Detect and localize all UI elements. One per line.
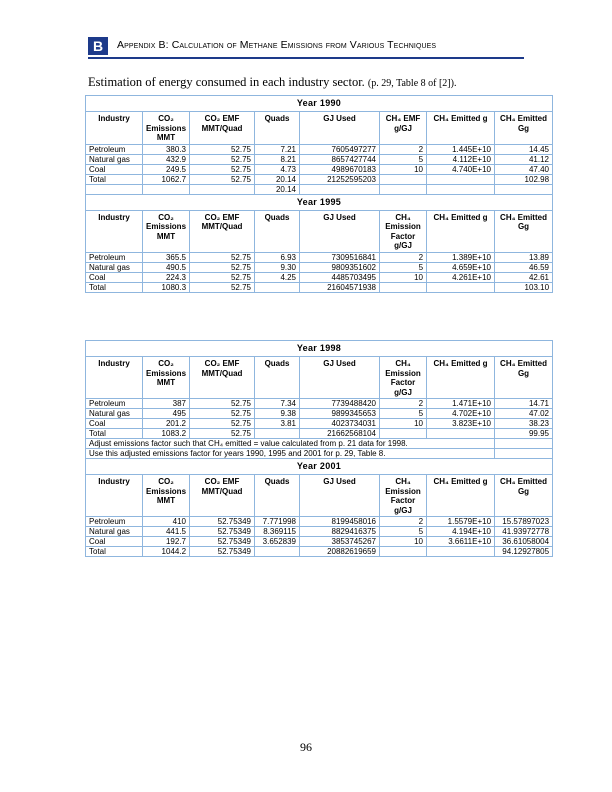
cell: 2	[380, 399, 427, 409]
cell: 4989670183	[300, 164, 380, 174]
cell: 47.02	[495, 409, 553, 419]
page-number: 96	[300, 740, 312, 754]
cell: 52.75349	[190, 527, 255, 537]
cell: 20.14	[255, 184, 300, 194]
cell: 5	[380, 409, 427, 419]
table-row	[86, 419, 553, 429]
cell: 8829416375	[300, 527, 380, 537]
col-ch4-emitted-g: CH₄ Emitted g	[427, 112, 495, 145]
cell	[255, 429, 300, 439]
cell: 14.45	[495, 144, 553, 154]
cell: 4.702E+10	[427, 409, 495, 419]
cell: 1.471E+10	[427, 399, 495, 409]
col-ch4-emission-factor: CH₄ Emission Factor g/GJ	[380, 210, 427, 252]
year-1998-title: Year 1998	[86, 341, 553, 357]
cell: 5	[380, 262, 427, 272]
cell: 52.75	[190, 252, 255, 262]
cell: 13.89	[495, 252, 553, 262]
cell: Natural gas	[86, 409, 143, 419]
cell: 20.14	[255, 174, 300, 184]
cell: 9809351602	[300, 262, 380, 272]
cell: 9899345653	[300, 409, 380, 419]
cell: 4.112E+10	[427, 154, 495, 164]
col-industry: Industry	[86, 357, 143, 399]
cell: 7.34	[255, 399, 300, 409]
cell	[380, 547, 427, 557]
cell: 41.12	[495, 154, 553, 164]
table-row	[86, 537, 553, 547]
cell: Coal	[86, 537, 143, 547]
appendix-badge: B	[88, 37, 108, 55]
intro-line	[88, 75, 456, 90]
cell: 21252595203	[300, 174, 380, 184]
cell: 2	[380, 144, 427, 154]
cell	[427, 282, 495, 292]
cell: 387	[143, 399, 190, 409]
table-row	[86, 144, 553, 154]
cell: 4.194E+10	[427, 527, 495, 537]
note-use-factor: Use this adjusted emissions factor for years 1990, 1995 and 2001 for p. 29, Table 8.	[86, 449, 495, 459]
header-row-2001	[86, 475, 553, 517]
cell: 8657427744	[300, 154, 380, 164]
cell: 42.61	[495, 272, 553, 282]
cell: 10	[380, 164, 427, 174]
cell: 52.75	[190, 154, 255, 164]
cell: 1.445E+10	[427, 144, 495, 154]
cell: 4.659E+10	[427, 262, 495, 272]
cell: 1062.7	[143, 174, 190, 184]
cell: 495	[143, 409, 190, 419]
cell: 3853745267	[300, 537, 380, 547]
table-row	[86, 164, 553, 174]
cell: 14.71	[495, 399, 553, 409]
note-row	[86, 439, 553, 449]
cell: 3.823E+10	[427, 419, 495, 429]
cell: 103.10	[495, 282, 553, 292]
col-ch4-emitted-g: CH₄ Emitted g	[427, 475, 495, 517]
col-co2-emf: CO₂ EMF MMT/Quad	[190, 210, 255, 252]
cell: 8.21	[255, 154, 300, 164]
cell: 94.12927805	[495, 547, 553, 557]
col-ch4-emission-factor: CH₄ Emission Factor g/GJ	[380, 475, 427, 517]
header-row-1995	[86, 210, 553, 252]
col-ch4-emf: CH₄ EMF g/GJ	[380, 112, 427, 145]
col-industry: Industry	[86, 210, 143, 252]
col-ch4-emitted-gg: CH₄ Emitted Gg	[495, 475, 553, 517]
table-row	[86, 409, 553, 419]
cell: 5	[380, 527, 427, 537]
note-row	[86, 449, 553, 459]
cell: 52.75349	[190, 547, 255, 557]
cell: 41.93972778	[495, 527, 553, 537]
table-row	[86, 399, 553, 409]
cell: 99.95	[495, 429, 553, 439]
cell: 9.38	[255, 409, 300, 419]
cell: 21662568104	[300, 429, 380, 439]
cell	[255, 282, 300, 292]
table-1998-2001	[85, 340, 553, 557]
cell: 380.3	[143, 144, 190, 154]
cell: 52.75349	[190, 517, 255, 527]
header-row-1998	[86, 357, 553, 399]
cell: Total	[86, 547, 143, 557]
table-row-total	[86, 547, 553, 557]
cell: 7.21	[255, 144, 300, 154]
cell: 4485703495	[300, 272, 380, 282]
col-co2-emf: CO₂ EMF MMT/Quad	[190, 475, 255, 517]
cell: 52.75	[190, 429, 255, 439]
cell: Petroleum	[86, 399, 143, 409]
table-row	[86, 252, 553, 262]
cell: 10	[380, 419, 427, 429]
col-quads: Quads	[255, 475, 300, 517]
table-row	[86, 527, 553, 537]
cell: 5	[380, 154, 427, 164]
cell: 3.6611E+10	[427, 537, 495, 547]
appendix-title: Appendix B: Calculation of Methane Emissions from Various Techniques	[117, 39, 437, 51]
cell: 3.81	[255, 419, 300, 429]
cell: 7.771998	[255, 517, 300, 527]
cell: 2	[380, 517, 427, 527]
cell: 1044.2	[143, 547, 190, 557]
col-quads: Quads	[255, 210, 300, 252]
cell: 102.98	[495, 174, 553, 184]
cell: 4.25	[255, 272, 300, 282]
cell: 46.59	[495, 262, 553, 272]
cell: 490.5	[143, 262, 190, 272]
cell: 52.75	[190, 262, 255, 272]
col-co2-emf: CO₂ EMF MMT/Quad	[190, 112, 255, 145]
cell: 15.57897023	[495, 517, 553, 527]
cell: 20882619659	[300, 547, 380, 557]
cell: 4.740E+10	[427, 164, 495, 174]
cell: 10	[380, 272, 427, 282]
note-adjust-factor: Adjust emissions factor such that CH₄ emitted = value calculated from p. 21 data for 1998.	[86, 439, 495, 449]
cell: 201.2	[143, 419, 190, 429]
cell: 52.75	[190, 419, 255, 429]
cell: Petroleum	[86, 144, 143, 154]
table-1990-1995	[85, 95, 553, 293]
col-gj-used: GJ Used	[300, 475, 380, 517]
col-gj-used: GJ Used	[300, 112, 380, 145]
col-co2-emissions: CO₂ Emissions MMT	[143, 475, 190, 517]
cell: 7309516841	[300, 252, 380, 262]
cell: Petroleum	[86, 517, 143, 527]
cell: 1.389E+10	[427, 252, 495, 262]
cell: 10	[380, 537, 427, 547]
cell: Natural gas	[86, 262, 143, 272]
year-1990-title: Year 1990	[86, 96, 553, 112]
cell: 192.7	[143, 537, 190, 547]
col-co2-emissions: CO₂ Emissions MMT	[143, 112, 190, 145]
cell: 38.23	[495, 419, 553, 429]
cell	[380, 174, 427, 184]
table-row	[86, 154, 553, 164]
table-row	[86, 517, 553, 527]
cell: Coal	[86, 164, 143, 174]
cell: 52.75	[190, 282, 255, 292]
cell: 1080.3	[143, 282, 190, 292]
col-ch4-emitted-g: CH₄ Emitted g	[427, 210, 495, 252]
cell: 1083.2	[143, 429, 190, 439]
cell: 9.30	[255, 262, 300, 272]
cell: 47.40	[495, 164, 553, 174]
cell: 52.75	[190, 272, 255, 282]
table-row-total	[86, 282, 553, 292]
cell: 7739488420	[300, 399, 380, 409]
cell: 4.73	[255, 164, 300, 174]
cell	[427, 429, 495, 439]
cell	[380, 429, 427, 439]
cell: Natural gas	[86, 527, 143, 537]
cell: 8.369115	[255, 527, 300, 537]
cell: 6.93	[255, 252, 300, 262]
col-co2-emf: CO₂ EMF MMT/Quad	[190, 357, 255, 399]
cell: Total	[86, 174, 143, 184]
col-ch4-emitted-gg: CH₄ Emitted Gg	[495, 112, 553, 145]
cell: 365.5	[143, 252, 190, 262]
col-quads: Quads	[255, 357, 300, 399]
table-row	[86, 262, 553, 272]
cell: Coal	[86, 419, 143, 429]
cell: 52.75	[190, 399, 255, 409]
cell: 3.652839	[255, 537, 300, 547]
col-co2-emissions: CO₂ Emissions MMT	[143, 357, 190, 399]
cell: Total	[86, 282, 143, 292]
cell: 52.75	[190, 164, 255, 174]
intro-reference: (p. 29, Table 8 of [2]).	[367, 78, 457, 89]
col-ch4-emitted-g: CH₄ Emitted g	[427, 357, 495, 399]
table-row-total	[86, 174, 553, 184]
table-row	[86, 272, 553, 282]
cell: 52.75	[190, 174, 255, 184]
cell: 4023734031	[300, 419, 380, 429]
year-1995-title: Year 1995	[86, 194, 553, 210]
cell: 410	[143, 517, 190, 527]
cell: 52.75	[190, 409, 255, 419]
col-gj-used: GJ Used	[300, 210, 380, 252]
cell: 1.5579E+10	[427, 517, 495, 527]
cell: Coal	[86, 272, 143, 282]
cell: 52.75	[190, 144, 255, 154]
cell	[255, 547, 300, 557]
col-ch4-emitted-gg: CH₄ Emitted Gg	[495, 210, 553, 252]
header-rule	[88, 57, 524, 59]
col-industry: Industry	[86, 475, 143, 517]
cell: 8199458016	[300, 517, 380, 527]
col-industry: Industry	[86, 112, 143, 145]
year-2001-title: Year 2001	[86, 459, 553, 475]
cell: 249.5	[143, 164, 190, 174]
cell: 4.261E+10	[427, 272, 495, 282]
cell	[427, 174, 495, 184]
cell: 441.5	[143, 527, 190, 537]
cell: 7605497277	[300, 144, 380, 154]
cell: 21604571938	[300, 282, 380, 292]
cell: Petroleum	[86, 252, 143, 262]
cell: 2	[380, 252, 427, 262]
table-row-total	[86, 429, 553, 439]
cell: 224.3	[143, 272, 190, 282]
col-ch4-emission-factor: CH₄ Emission Factor g/GJ	[380, 357, 427, 399]
col-co2-emissions: CO₂ Emissions MMT	[143, 210, 190, 252]
cell: Natural gas	[86, 154, 143, 164]
cell: 432.9	[143, 154, 190, 164]
appendix-header	[88, 37, 524, 55]
header-row-1990	[86, 112, 553, 145]
col-gj-used: GJ Used	[300, 357, 380, 399]
cell	[427, 547, 495, 557]
intro-text: Estimation of energy consumed in each industry sector.	[88, 75, 365, 89]
cell	[380, 282, 427, 292]
cell: 52.75349	[190, 537, 255, 547]
col-quads: Quads	[255, 112, 300, 145]
col-ch4-emitted-gg: CH₄ Emitted Gg	[495, 357, 553, 399]
cell: Total	[86, 429, 143, 439]
cell: 36.61058004	[495, 537, 553, 547]
table-row-extra	[86, 184, 553, 194]
